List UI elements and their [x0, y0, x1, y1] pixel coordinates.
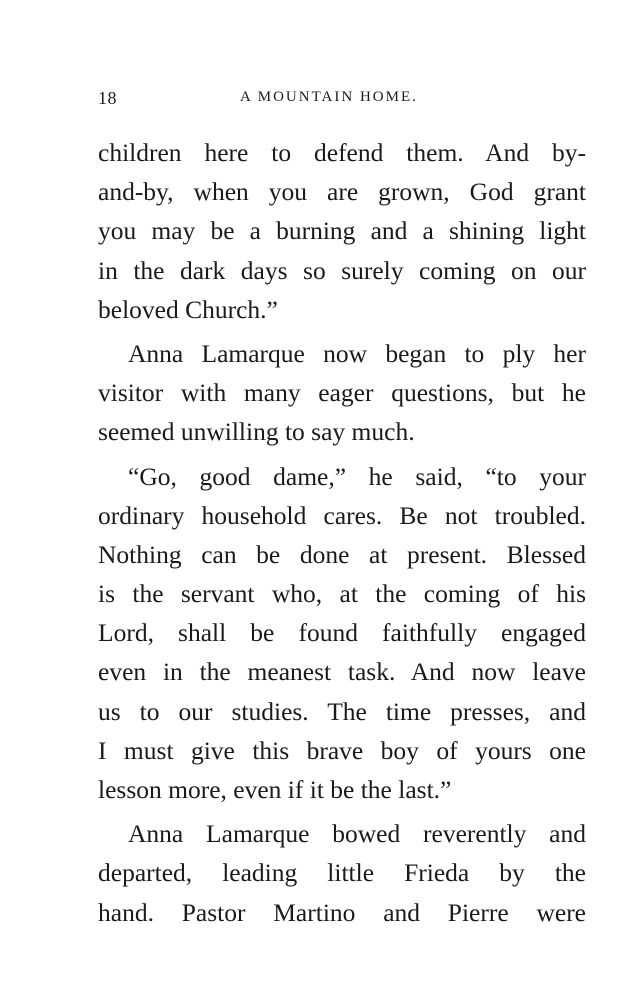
text-line: lesson more, even if it be the last.”: [98, 775, 452, 804]
text-line: departed, leading little Frieda by the: [98, 858, 586, 888]
text-line: seemed unwilling to say much.: [98, 417, 415, 447]
page-header: [98, 88, 586, 112]
text-line: Anna Lamarque bowed reverently and: [128, 819, 586, 849]
text-line: children here to defend them. And by-: [98, 138, 586, 167]
text-line: even in the meanest task. And now leave: [98, 657, 586, 687]
running-title: A MOUNTAIN HOME.: [240, 89, 418, 105]
text-line: us to our studies. The time presses, and: [98, 696, 586, 726]
text-line: Anna Lamarque now began to ply her: [128, 338, 586, 368]
paragraph-4: [98, 814, 586, 932]
paragraph-1: [98, 133, 586, 329]
text-line: beloved Church.”: [98, 294, 278, 324]
body-text: [98, 133, 586, 932]
text-line: and-by, when you are grown, God grant: [98, 177, 586, 207]
text-line: hand. Pastor Martino and Pierre were: [98, 897, 586, 927]
text-line: is the servant who, at the coming of his: [98, 579, 586, 609]
text-line: “Go, good dame,” he said, “to your: [128, 461, 586, 491]
paragraph-2: [98, 334, 586, 452]
text-line: I must give this brave boy of yours one: [98, 735, 586, 765]
text-line: in the dark days so surely coming on our: [98, 255, 586, 285]
paragraph-3: [98, 457, 586, 810]
text-line: Lord, shall be found faithfully engaged: [98, 618, 586, 648]
text-line: you may be a burning and a shining light: [98, 216, 586, 246]
text-line: Nothing can be done at present. Blessed: [98, 539, 586, 569]
text-line: ordinary household cares. Be not troubled.: [98, 500, 586, 530]
page-number: 18: [98, 88, 117, 108]
text-line: visitor with many eager questions, but he: [98, 378, 586, 408]
